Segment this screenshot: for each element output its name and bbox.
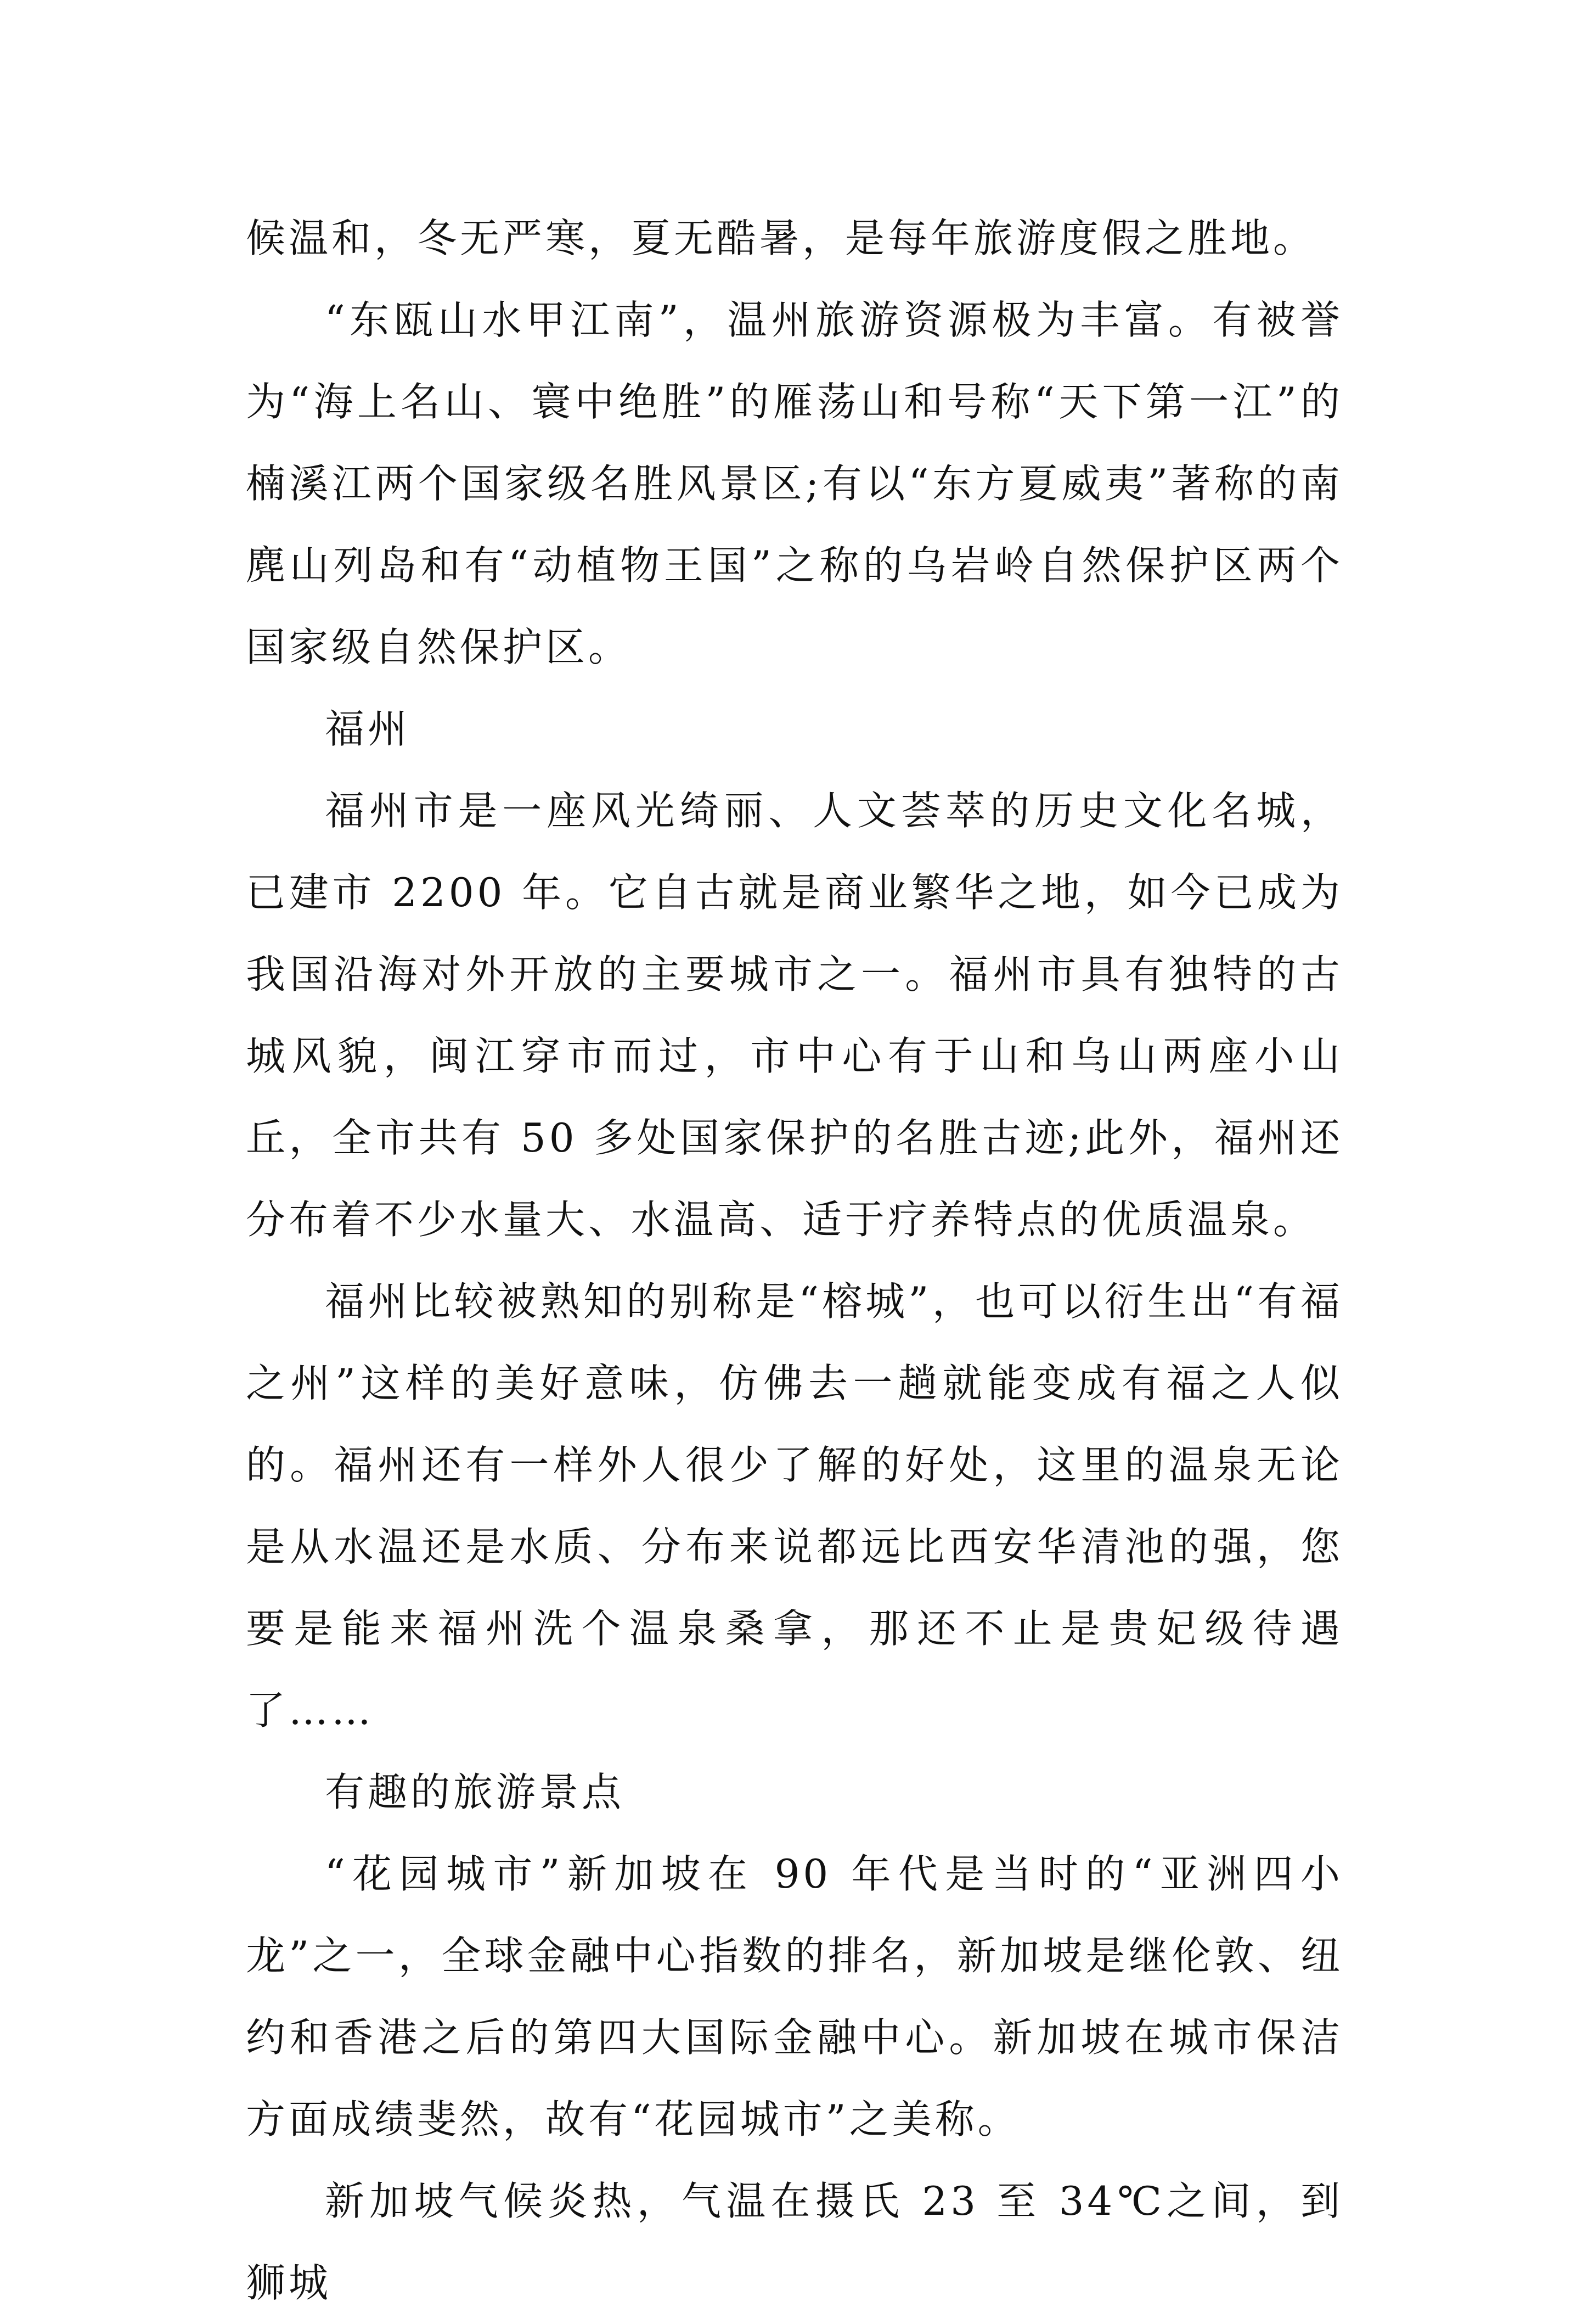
paragraph-fuzhou-nickname: 福州比较被熟知的别称是“榕城”，也可以衍生出“有福之州”这样的美好意味，仿佛去一趟就能变成有福之人似的。福州还有一样外人很少了解的好处，这里的温泉无论是从水温还是水质、分布来说都远比西安华清池的强，您要是能来福州洗个温泉桑拿，那还不止是贵妃级待遇了…… [246,1278,1343,1733]
paragraph-wenzhou-tourism: “东瓯山水甲江南”，温州旅游资源极为丰富。有被誉为“海上名山、寰中绝胜”的雁荡山和号称“天下第一江”的楠溪江两个国家级名胜风景区;有以“东方夏威夷”著称的南麂山列岛和有“动植物王国”之称的乌岩岭自然保护区两个国家级自然保护区。 [246,297,1343,670]
paragraph-singapore-garden-city: “花园城市”新加坡在 90 年代是当时的“亚洲四小龙”之一，全球金融中心指数的排名，新加坡是继伦敦、纽约和香港之后的第四大国际金融中心。新加坡在城市保洁方面成绩斐然，故有“花园城市”之美称。 [246,1851,1343,2142]
paragraph-singapore-climate: 新加坡气候炎热，气温在摄氏 23 至 34℃之间，到狮城 [246,2178,1343,2306]
section-heading-fuzhou: 福州 [325,706,411,752]
document-body [246,198,1343,2324]
paragraph-fuzhou-history: 福州市是一座风光绮丽、人文荟萃的历史文化名城，已建市 2200 年。它自古就是商业繁华之地，如今已成为我国沿海对外开放的主要城市之一。福州市具有独特的古城风貌，闽江穿市而过，市中心有于山和乌山两座小山丘，全市共有 50 多处国家保护的名胜古迹;此外，福州还分布着不少水量大、水温高、适于疗养特点的优质温泉。 [246,788,1343,1243]
section-heading-attractions: 有趣的旅游景点 [325,1769,625,1815]
paragraph-climate-continuation: 候温和，冬无严寒，夏无酷暑，是每年旅游度假之胜地。 [246,215,1316,261]
